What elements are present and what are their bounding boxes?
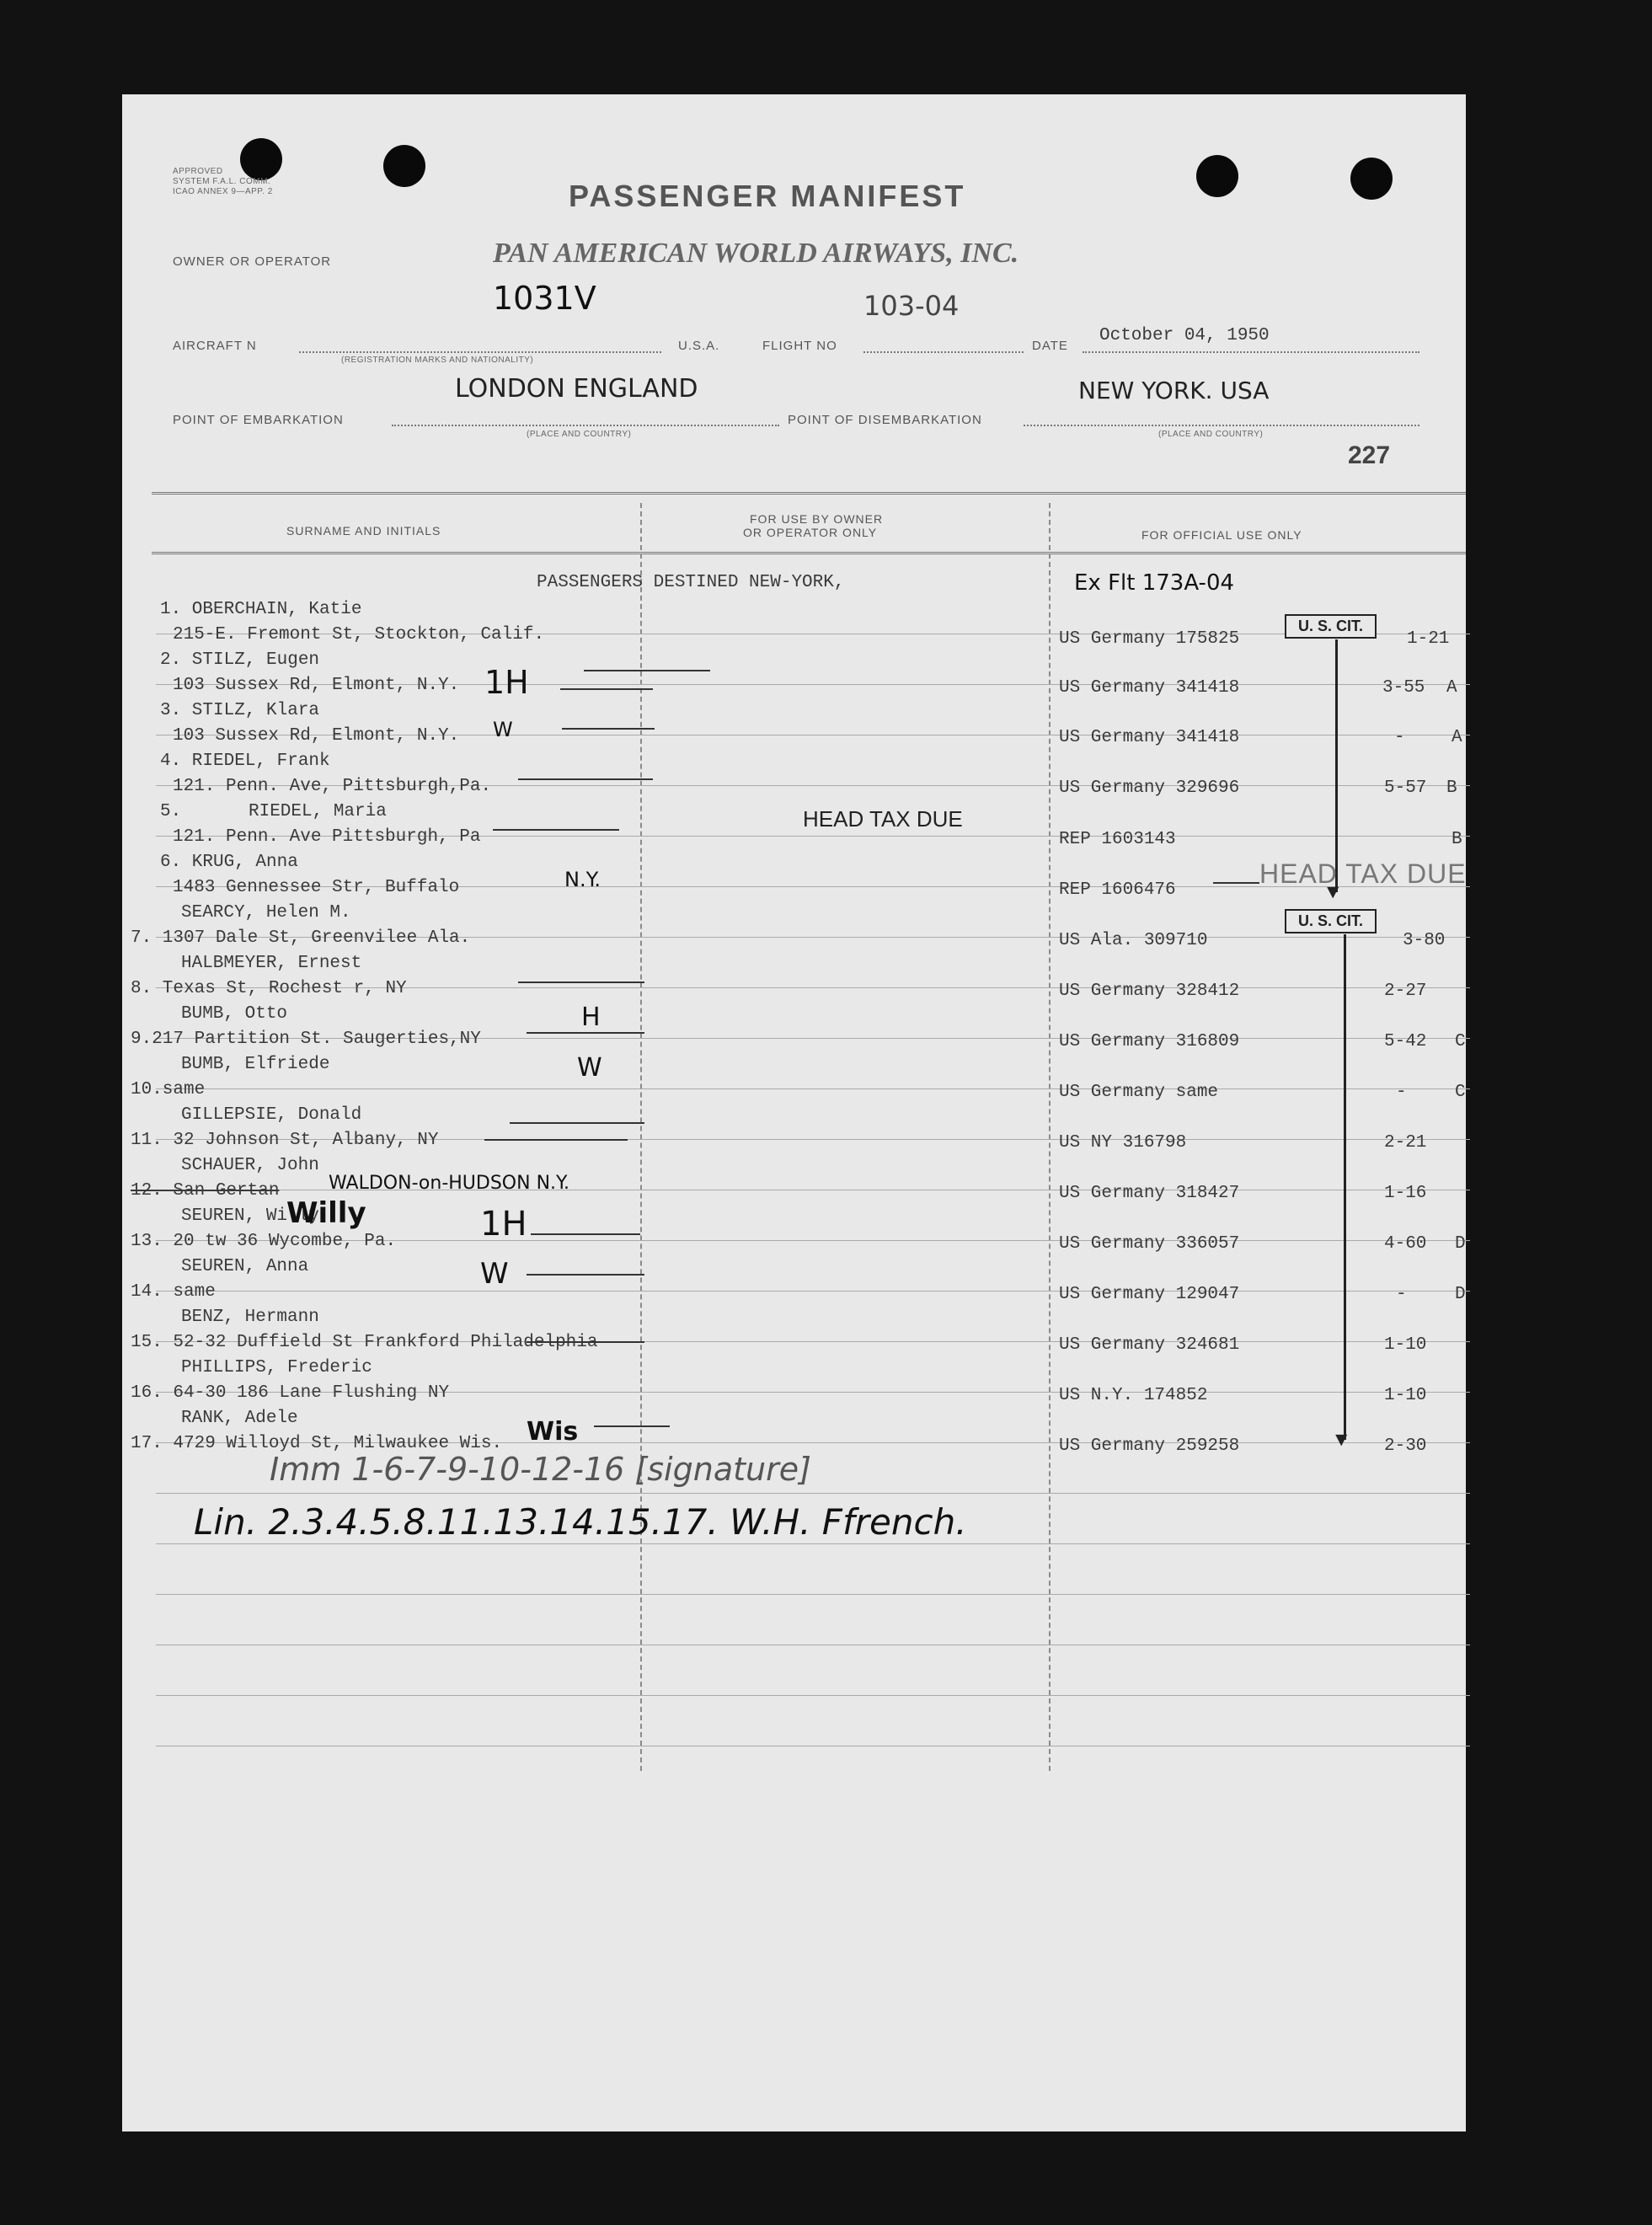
- passenger-name: BENZ, Hermann: [181, 1308, 319, 1327]
- arrow-head-icon: ▼: [1327, 882, 1339, 905]
- official-number: 5-42: [1384, 1032, 1427, 1051]
- arrow-head-icon: ▼: [1335, 1430, 1348, 1452]
- approval-line: APPROVED: [173, 167, 223, 176]
- official-number: 3-55: [1382, 678, 1425, 698]
- dash-mark: [527, 1032, 644, 1034]
- handwritten-mark: H: [581, 1003, 601, 1032]
- punch-hole: [240, 138, 282, 180]
- official-number: 2-21: [1384, 1133, 1427, 1153]
- handwritten-mark: N.Y.: [564, 868, 601, 891]
- embark-label: POINT OF EMBARKATION: [173, 413, 344, 427]
- passenger-name: SEARCY, Helen M.: [181, 903, 351, 923]
- row-rule: [156, 1493, 1470, 1494]
- handwritten-mark: W: [480, 1257, 509, 1291]
- official-entry: US Germany 341418: [1059, 728, 1240, 747]
- passenger-name: 4. RIEDEL, Frank: [160, 751, 330, 771]
- inspector-signature: Lin. 2.3.4.5.8.11.13.14.15.17. W.H. Ffrench.: [194, 1501, 967, 1543]
- official-number: 2-27: [1384, 981, 1427, 1001]
- official-number: 1-16: [1384, 1184, 1427, 1203]
- official-code: D: [1455, 1285, 1466, 1304]
- usa-label: U.S.A.: [678, 339, 720, 353]
- official-code: A: [1446, 678, 1457, 698]
- dash-mark: [493, 829, 619, 831]
- divider: [1083, 351, 1419, 353]
- passenger-name: BUMB, Otto: [181, 1004, 288, 1024]
- place-sublabel: (PLACE AND COUNTRY): [527, 430, 632, 439]
- handwritten-mark: Willy: [286, 1196, 366, 1230]
- official-entry: REP 1603143: [1059, 830, 1176, 849]
- dash-mark: [531, 1233, 640, 1235]
- official-number: 1-21: [1407, 629, 1450, 649]
- passenger-address: 10.same: [131, 1080, 206, 1099]
- official-entry: US Germany same: [1059, 1083, 1219, 1102]
- official-code: A: [1452, 728, 1462, 747]
- passenger-address: 215-E. Fremont St, Stockton, Calif.: [173, 625, 545, 645]
- passenger-name: 3. STILZ, Klara: [160, 701, 320, 720]
- official-entry: US Germany 318427: [1059, 1184, 1240, 1203]
- passenger-name: GILLEPSIE, Donald: [181, 1105, 362, 1125]
- handwritten-mark: W: [493, 718, 513, 741]
- official-number: -: [1396, 1285, 1407, 1304]
- official-code: D: [1455, 1234, 1466, 1254]
- us-citizen-stamp: U. S. CIT.: [1285, 614, 1377, 639]
- ex-flight-note: Ex Flt 173A-04: [1074, 570, 1235, 596]
- divider: [1024, 425, 1419, 426]
- punch-hole: [1196, 155, 1238, 197]
- row-rule: [156, 1695, 1470, 1696]
- divider: [863, 351, 1024, 353]
- official-number: 1-10: [1384, 1335, 1427, 1355]
- divider: [392, 425, 779, 426]
- official-number: 4-60: [1384, 1234, 1427, 1254]
- place-sublabel: (PLACE AND COUNTRY): [1158, 430, 1264, 439]
- immigration-note: Imm 1-6-7-9-10-12-16 [signature]: [270, 1451, 811, 1488]
- aircraft-value: 1031V: [493, 280, 596, 317]
- head-tax-note: HEAD TAX DUE: [803, 806, 963, 832]
- dash-mark: [518, 778, 653, 780]
- dash-mark: [510, 1122, 644, 1124]
- passenger-address: 7. 1307 Dale St, Greenvilee Ala.: [131, 928, 471, 948]
- owner-value: PAN AMERICAN WORLD AIRWAYS, INC.: [493, 238, 1019, 269]
- official-code: B: [1446, 778, 1457, 798]
- passenger-address: 9.217 Partition St. Saugerties,NY: [131, 1030, 481, 1049]
- official-entry: US N.Y. 174852: [1059, 1386, 1208, 1405]
- flight-label: FLIGHT NO: [762, 339, 837, 353]
- official-code: C: [1455, 1032, 1466, 1051]
- column-divider: [1049, 503, 1051, 1771]
- dash-mark: [594, 1425, 670, 1427]
- passenger-name: 5.: [160, 802, 182, 821]
- passenger-address: 1483 Gennessee Str, Buffalo: [173, 878, 460, 897]
- passenger-address: 8. Texas St, Rochest r, NY: [131, 979, 407, 998]
- official-entry: REP 1606476: [1059, 880, 1176, 900]
- handwritten-mark: WALDON-on-HUDSON N.Y.: [329, 1173, 569, 1194]
- official-number: 3-80: [1403, 931, 1446, 950]
- official-entry: US Germany 336057: [1059, 1234, 1240, 1254]
- dash-mark: [484, 1139, 628, 1141]
- passenger-address: 15. 52-32 Duffield St Frankford Philadelphia: [131, 1333, 598, 1352]
- handwritten-mark: Wis: [527, 1417, 579, 1447]
- disembark-value: NEW YORK. USA: [1078, 377, 1270, 404]
- official-number: 1-10: [1384, 1386, 1427, 1405]
- page-title: PASSENGER MANIFEST: [569, 179, 966, 213]
- dash-mark: [562, 728, 655, 730]
- passenger-address: 11. 32 Johnson St, Albany, NY: [131, 1131, 439, 1150]
- official-number: -: [1396, 1083, 1407, 1102]
- column-header-surname: SURNAME AND INITIALS: [286, 524, 441, 538]
- handwritten-mark: 1H: [484, 664, 529, 701]
- official-number: -: [1394, 728, 1405, 747]
- table-header-rule: [152, 552, 1466, 554]
- official-code: B: [1452, 830, 1462, 849]
- date-label: DATE: [1032, 339, 1068, 353]
- passenger-name: 2. STILZ, Eugen: [160, 650, 320, 670]
- passenger-address: 13. 20 tw 36 Wycombe, Pa.: [131, 1232, 397, 1251]
- official-entry: US Germany 175825: [1059, 629, 1240, 649]
- official-number: 5-57: [1384, 778, 1427, 798]
- row-rule: [156, 1594, 1470, 1595]
- passenger-name: SEUREN, Anna: [181, 1257, 309, 1276]
- arrow-line: [1335, 639, 1338, 892]
- official-entry: US Germany 324681: [1059, 1335, 1240, 1355]
- dash-mark: [1213, 882, 1259, 884]
- official-entry: US Germany 328412: [1059, 981, 1240, 1001]
- aircraft-label: AIRCRAFT N: [173, 339, 257, 353]
- row-rule: [156, 1088, 1470, 1089]
- destined-note: PASSENGERS DESTINED NEW-YORK,: [537, 573, 845, 592]
- passenger-address: 121. Penn. Ave, Pittsburgh,Pa.: [173, 777, 492, 796]
- passenger-name-5: RIEDEL, Maria: [249, 802, 387, 821]
- us-citizen-stamp: U. S. CIT.: [1285, 909, 1377, 933]
- passenger-name: SEUREN, Willy: [181, 1206, 319, 1226]
- handwritten-mark: W: [577, 1053, 602, 1083]
- passenger-address: 14. same: [131, 1282, 216, 1302]
- divider: [299, 351, 661, 353]
- manifest-sheet: [122, 94, 1466, 2131]
- passenger-name: RANK, Adele: [181, 1409, 298, 1428]
- arrow-line: [1344, 934, 1346, 1440]
- passenger-name: PHILLIPS, Frederic: [181, 1358, 372, 1377]
- handwritten-mark: 1H: [480, 1205, 527, 1244]
- passenger-name: HALBMEYER, Ernest: [181, 954, 362, 973]
- passenger-address: 16. 64-30 186 Lane Flushing NY: [131, 1383, 450, 1403]
- disembark-label: POINT OF DISEMBARKATION: [788, 413, 982, 427]
- embark-value: LONDON ENGLAND: [455, 374, 698, 404]
- flight-value: 103-04: [863, 290, 960, 322]
- page-number: 227: [1348, 441, 1391, 469]
- official-entry: US Germany 259258: [1059, 1436, 1240, 1456]
- passenger-address: 103 Sussex Rd, Elmont, N.Y.: [173, 726, 460, 746]
- owner-label: OWNER OR OPERATOR: [173, 254, 332, 269]
- official-entry: US NY 316798: [1059, 1133, 1187, 1153]
- passenger-address: 12. San Gertan: [131, 1181, 280, 1201]
- dash-mark: [560, 688, 653, 690]
- passenger-address: 17. 4729 Willoyd St, Milwaukee Wis.: [131, 1434, 503, 1453]
- approval-line: ICAO ANNEX 9—APP. 2: [173, 187, 273, 196]
- passenger-name: BUMB, Elfriede: [181, 1055, 330, 1074]
- passenger-name: SCHAUER, John: [181, 1156, 319, 1175]
- official-code: C: [1455, 1083, 1466, 1102]
- official-entry: US Ala. 309710: [1059, 931, 1208, 950]
- aircraft-sublabel: (REGISTRATION MARKS AND NATIONALITY): [341, 356, 534, 365]
- dash-mark: [527, 1274, 644, 1276]
- table-top-rule: [152, 492, 1466, 495]
- dash-mark: [584, 670, 710, 671]
- punch-hole: [383, 145, 425, 187]
- date-value: October 04, 1950: [1099, 326, 1270, 345]
- official-entry: US Germany 341418: [1059, 678, 1240, 698]
- row-rule: [156, 1543, 1470, 1544]
- column-header-owner: FOR USE BY OWNER: [750, 512, 884, 526]
- head-tax-stamp: HEAD TAX DUE: [1259, 858, 1467, 889]
- punch-hole: [1350, 158, 1393, 200]
- column-divider: [640, 503, 642, 1771]
- approval-line: SYSTEM F.A.L. COMM.: [173, 177, 271, 186]
- passenger-address: 103 Sussex Rd, Elmont, N.Y.: [173, 676, 460, 695]
- official-entry: US Germany 316809: [1059, 1032, 1240, 1051]
- column-header-official: FOR OFFICIAL USE ONLY: [1141, 528, 1302, 542]
- passenger-name: 1. OBERCHAIN, Katie: [160, 600, 362, 619]
- official-entry: US Germany 329696: [1059, 778, 1240, 798]
- official-entry: US Germany 129047: [1059, 1285, 1240, 1304]
- column-header-owner: OR OPERATOR ONLY: [743, 526, 878, 539]
- passenger-address: 121. Penn. Ave Pittsburgh, Pa: [173, 827, 481, 847]
- dash-mark: [527, 1341, 644, 1343]
- row-rule: [156, 1291, 1470, 1292]
- passenger-name: 6. KRUG, Anna: [160, 853, 298, 872]
- official-number: 2-30: [1384, 1436, 1427, 1456]
- dash-mark: [518, 981, 644, 983]
